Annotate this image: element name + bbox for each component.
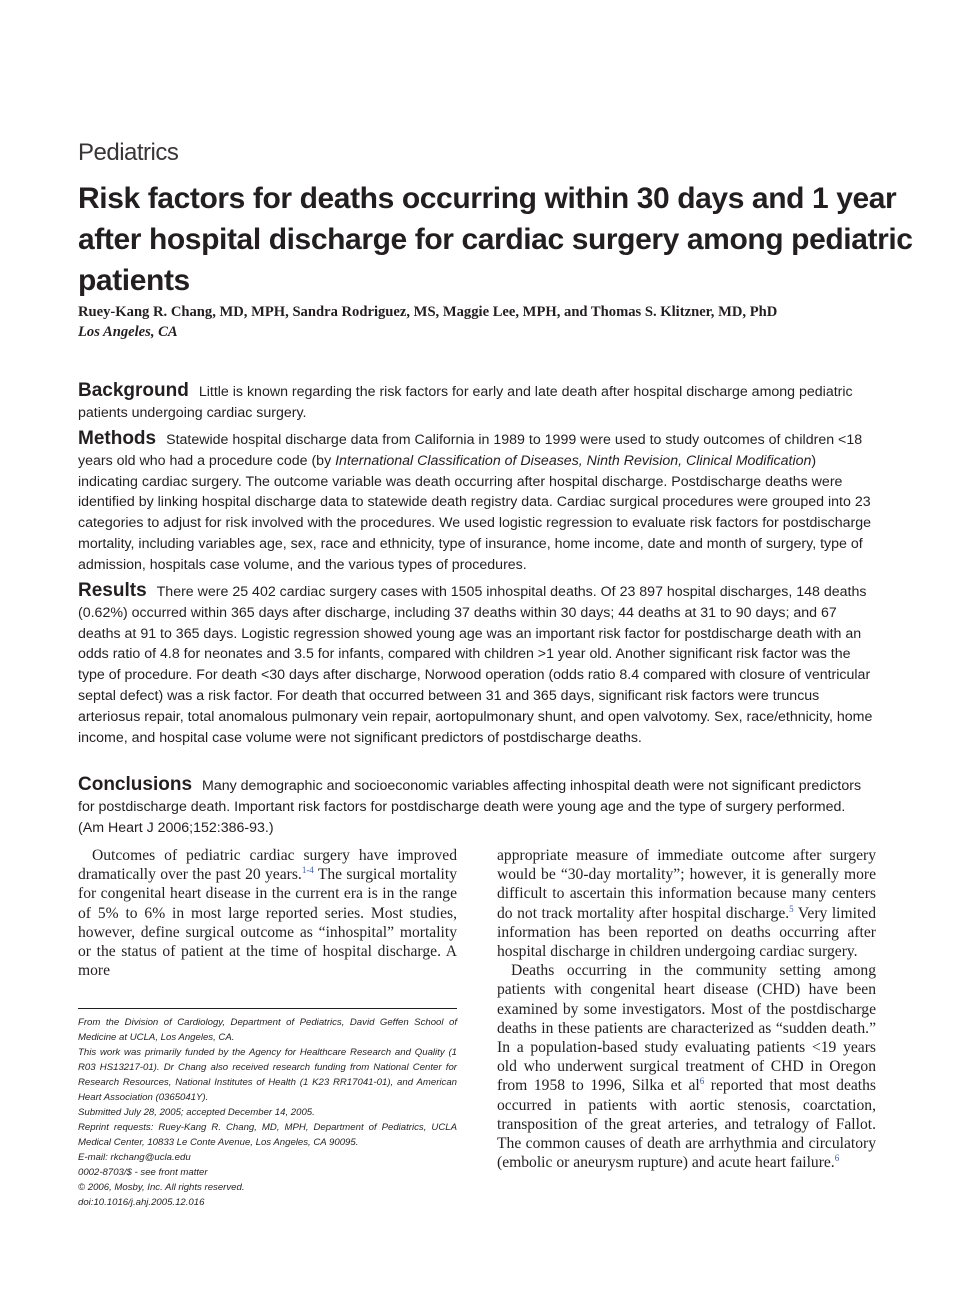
body-paragraph <box>497 846 876 961</box>
abstract-methods-text-italic: International Classification of Diseases, Ninth Revision, Clinical Modification <box>335 452 812 469</box>
abstract-background-heading: Background <box>78 380 189 401</box>
body-paragraph <box>497 961 876 1172</box>
body-text: appropriate measure of immediate outcome after surgery would be “30-day mortality”; however, it is generally more difficult to ascertain this information because many centers do not track mortality after hospital discharge. <box>497 847 876 922</box>
abstract-results-heading: Results <box>78 580 147 601</box>
abstract-results <box>78 581 875 748</box>
author-location: Los Angeles, CA <box>78 324 178 340</box>
footnote-funding: This work was primarily funded by the Agency for Healthcare Research and Quality (1 R03 HS13217-01). Dr Chang also received research funding from National Center for Research Resources, National Institutes of Health (1 K23 RR17041-01), and American Heart Association (0365041Y). <box>78 1047 457 1103</box>
body-text: Very limited information has been reported on deaths occurring after hospital discharge in children undergoing cardiac surgery. <box>497 904 876 961</box>
abstract-conclusions <box>78 775 875 838</box>
abstract-methods <box>78 429 875 576</box>
citation-link[interactable]: 1-4 <box>301 865 314 876</box>
footnote-doi: doi:10.1016/j.ahj.2005.12.016 <box>78 1197 205 1208</box>
abstract-background <box>78 381 875 424</box>
abstract-conclusions-text: Many demographic and socioeconomic variables affecting inhospital death were not significant predictors for postdischarge death. Important risk factors for postdischarge death were young age and the type of surgery performed. (Am Heart J 2006;152:386-93.) <box>78 778 862 836</box>
body-column-left <box>78 846 457 980</box>
article-title: Risk factors for deaths occurring within 30 days and 1 year after hospital discharge for cardiac surgery among pediatric patients <box>78 182 913 297</box>
body-text: The surgical mortality for congenital heart disease in the current era is in the range of 5% to 6% in most large reported series. Most studies, however, define surgical outcome as “inhospital” mortality or the status of patient at the time of hospital discharge. A more <box>78 866 457 980</box>
body-text: Deaths occurring in the community setting among patients with congenital heart disease (CHD) have been examined by some investigators. Most of the postdischarge deaths in these patients are characterized as “sudden death.” In a population-based study evaluating patients <19 years old who underwent surgical treatment of CHD in Oregon from 1958 to 1996, Silka et al <box>497 962 876 1095</box>
footnote-copyright: © 2006, Mosby, Inc. All rights reserved. <box>78 1182 245 1193</box>
abstract-results-text: There were 25 402 cardiac surgery cases with 1505 inhospital deaths. Of 23 897 hospital discharges, 148 deaths (0.62%) occurred within 365 days after discharge, including 37 deaths within 30 days; 44 deaths at 31 to 90 days; and 67 deaths at 91 to 365 days. Logistic regression showed young age was an important risk factor for postdischarge death with an odds ratio of 4.8 for neonates and 3.5 for infants, compared with children >1 year old. Another significant risk factor was the type of procedure. For death <30 days after discharge, Norwood operation (odds ratio 8.4 compared with closure of ventricular septal defect) was a risk factor. For death that occurred between 31 and 365 days, significant risk factors were truncus arteriosus repair, total anomalous pulmonary vein repair, aortopulmonary shunt, and open valvotomy. Sex, race/ethnicity, home income, and hospital case volume were not significant predictors of postdischarge deaths. <box>78 584 873 746</box>
citation-link[interactable]: 6 <box>699 1076 705 1087</box>
author-list: Ruey-Kang R. Chang, MD, MPH, Sandra Rodriguez, MS, Maggie Lee, MPH, and Thomas S. Klitzner, MD, PhD <box>78 304 778 320</box>
abstract-conclusions-heading: Conclusions <box>78 774 193 795</box>
body-text: Outcomes of pediatric cardiac surgery have improved dramatically over the past 20 years. <box>78 847 457 884</box>
footnote-divider <box>78 1008 457 1009</box>
body-text: reported that most deaths occurred in patients with aortic stenosis, coarctation, transposition of the great arteries, and tetralogy of Fallot. The common causes of death are arrhythmia and circulatory (embolic or aneurysm rupture) and acute heart failure. <box>497 1077 877 1172</box>
section-label: Pediatrics <box>78 139 179 166</box>
footnote-reprint: Reprint requests: Ruey-Kang R. Chang, MD, MPH, Department of Pediatrics, UCLA Medical Center, 10833 Le Conte Avenue, Los Angeles, CA 90095. <box>78 1122 457 1148</box>
footnote-email: E-mail: rkchang@ucla.edu <box>78 1152 191 1163</box>
body-paragraph <box>78 846 457 980</box>
body-column-right <box>497 846 876 1172</box>
abstract-methods-heading: Methods <box>78 428 157 449</box>
citation-link[interactable]: 6 <box>834 1153 840 1164</box>
footnote-affiliation: From the Division of Cardiology, Department of Pediatrics, David Geffen School of Medicine at UCLA, Los Angeles, CA. <box>78 1017 457 1043</box>
citation-link[interactable]: 5 <box>789 903 794 914</box>
abstract-methods-text-1: Statewide hospital discharge data from California in 1989 to 1999 were used to study outcomes of children <18 years old who had a procedure code (by <box>78 432 863 469</box>
abstract-background-text: Little is known regarding the risk factors for early and late death after hospital discharge among pediatric patients undergoing cardiac surgery. <box>78 384 853 421</box>
footnote-submitted: Submitted July 28, 2005; accepted December 14, 2005. <box>78 1107 315 1118</box>
footnotes <box>78 1015 457 1210</box>
footnote-issn: 0002-8703/$ - see front matter <box>78 1167 208 1178</box>
abstract-methods-text-2: ) indicating cardiac surgery. The outcome variable was death occurring after hospital discharge. Postdischarge deaths were identified by linking hospital discharge data to statewide death registry data. Cardiac surgical procedures were grouped into 23 categories to adjust for risk involved with the procedures. We used logistic regression to evaluate risk factors for postdischarge mortality, including variables age, sex, race and ethnicity, type of insurance, home income, date and month of surgery, type of admission, hospitals case volume, and the various types of procedures. <box>78 452 872 573</box>
